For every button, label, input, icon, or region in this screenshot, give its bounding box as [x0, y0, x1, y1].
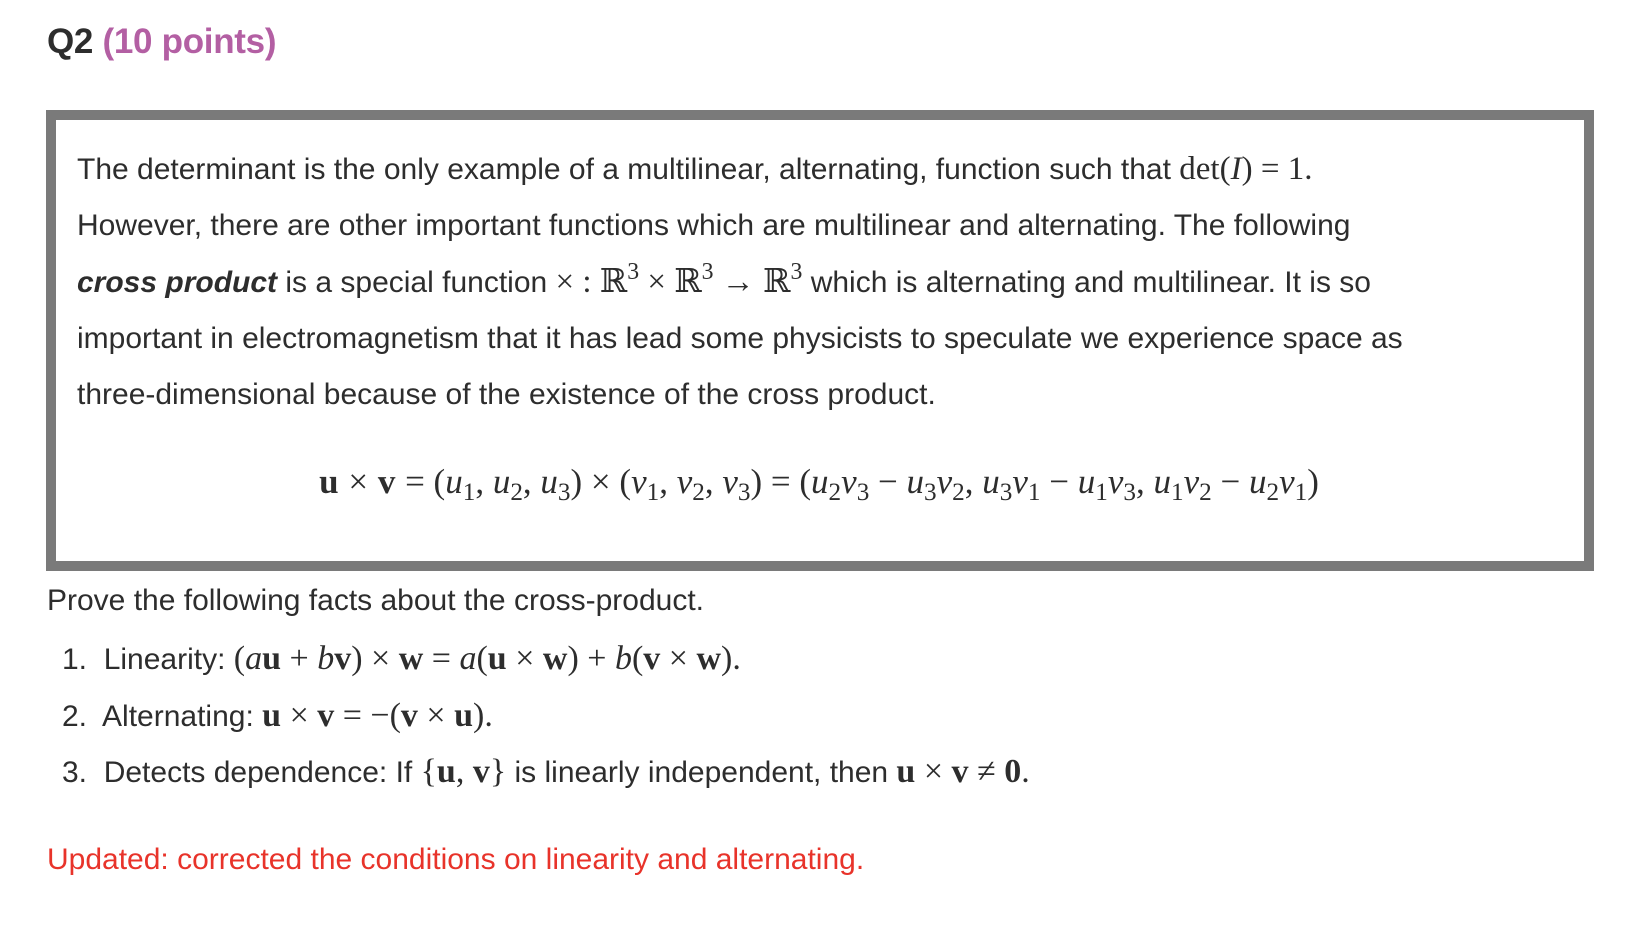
cross-product-formula: $u \times v = (u_1$, $u_2$, $u_3) \times (v_1$, $v_2$, $v_3) = (u_2v_3 - u_3v_2$, $u_3v_1 - u_1v_3$, $u_1v_2 - u_2v_1$) — [319, 462, 1319, 507]
cross-product-term: cross product — [77, 266, 278, 299]
paragraph-line-5: three-dimensional because of the existence of the cross product. — [77, 378, 936, 411]
line3-tail: which is alternating and multilinear. It is so — [802, 266, 1371, 299]
question-label: Q2 — [47, 22, 94, 61]
alternating-equation: u × v = −(v × u). — [262, 696, 493, 734]
nonzero-equation: u × v ≠ 0. — [896, 753, 1030, 790]
fact-label: Alternating: — [102, 699, 263, 733]
update-note: Updated: corrected the conditions on linearity and alternating. — [47, 843, 865, 876]
paragraph-line-1 — [77, 141, 1597, 198]
fact-label: Linearity: — [103, 643, 234, 676]
line1-text: The determinant is the only example of a multilinear, alternating, function such that — [77, 153, 1180, 186]
fact-middle-text: is linearly independent, then — [506, 756, 897, 789]
det-equation: det(I) = 1. — [1179, 151, 1313, 187]
function-signature: × : ℝ$^3$ × ℝ$^3$ → ℝ$^3$ — [555, 258, 803, 300]
fact-label: Detects dependence: If — [103, 756, 421, 789]
fact-number: 1. — [62, 643, 88, 676]
paragraph-line-2: However, there are other important functions which are multilinear and alternating. The following — [77, 208, 1351, 242]
prove-intro: Prove the following facts about the cross-product. — [47, 584, 705, 617]
paragraph-line-3 — [77, 254, 1597, 311]
vector-set: {u, v} — [420, 753, 507, 790]
fact-item-linearity — [62, 640, 1030, 697]
linearity-equation: (au + bv) × w = a(u × w) + b(v × w). — [233, 640, 741, 677]
paragraph-line-4: important in electromagnetism that it has lead some physicists to speculate we experience space as — [77, 321, 1403, 355]
question-title — [47, 22, 276, 62]
fact-number: 2. — [62, 699, 88, 733]
question-points: (10 points) — [102, 22, 277, 61]
line3-text: is a special function — [277, 266, 556, 299]
fact-item-dependence — [62, 753, 1030, 810]
fact-item-alternating — [62, 697, 1030, 754]
definition-paragraph — [77, 141, 1597, 424]
facts-list — [62, 640, 1030, 810]
fact-number: 3. — [62, 756, 88, 789]
